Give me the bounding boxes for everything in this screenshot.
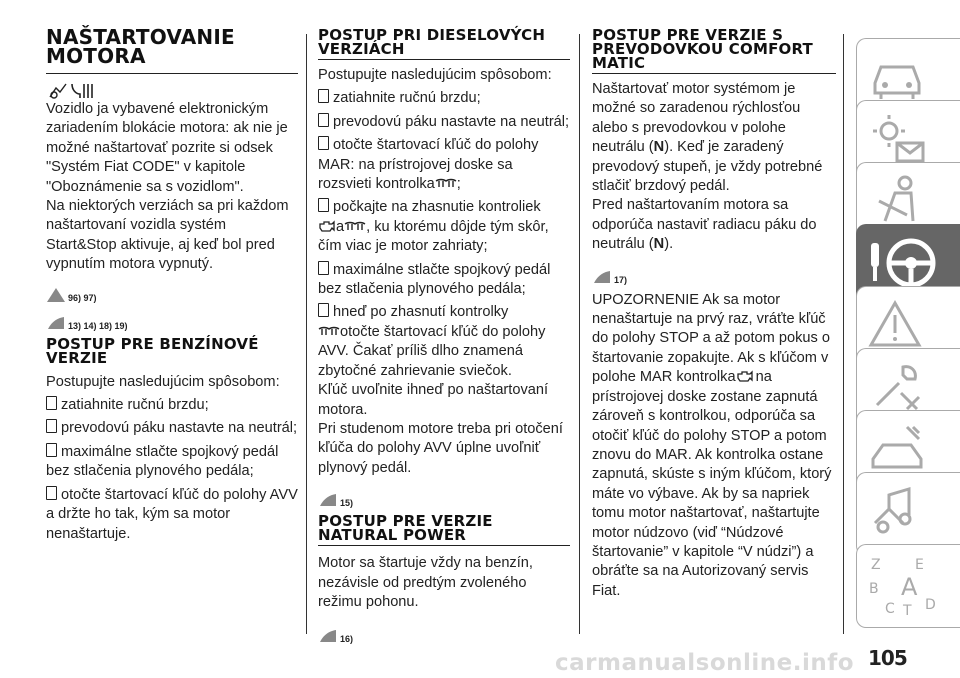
- caution-reference: [46, 309, 298, 331]
- engine-warning-icon: [736, 369, 756, 383]
- column-divider: [843, 34, 844, 634]
- title-rule: [46, 73, 298, 74]
- warning-triangle-icon: [46, 287, 66, 303]
- column-divider: [306, 34, 307, 634]
- checkbox-bullet-icon: [46, 396, 57, 410]
- index-letter: E: [915, 557, 924, 573]
- checkbox-bullet-icon: [318, 89, 329, 103]
- list-item: počkajte na zhasnutie kontroliek a , ku ktorému dôjde tým skôr, čím viac je motor zahriaty;: [318, 199, 549, 255]
- caution-icon: [46, 315, 66, 331]
- section-title: NAŠTARTOVANIE MOTORA: [46, 25, 235, 68]
- paragraph: Kľúč uvoľnite ihneď po naštartovaní motora.: [318, 382, 549, 418]
- checkbox-bullet-icon: [46, 443, 57, 457]
- watermark: carmanualsonline.info: [555, 650, 855, 676]
- list-item: prevodovú páku nastavte na neutrál;: [46, 419, 298, 438]
- steering-wheel-key-icon: [867, 233, 937, 293]
- list-item: otočte štartovací kľúč do polohy MAR: na prístrojovej doske sa rozsvieti kontrolka ;: [318, 137, 539, 193]
- breakdown-icon: [867, 295, 927, 355]
- column-1: [46, 25, 298, 544]
- reference-numbers: 13) 14) 18) 19): [68, 320, 128, 331]
- index-letter: Z: [871, 557, 881, 573]
- warning-reference: [46, 281, 298, 303]
- caution-reference: [318, 486, 570, 508]
- list-item: zatiahnite ručnú brzdu;: [318, 89, 570, 108]
- column-divider: [579, 34, 580, 634]
- section-heading: POSTUP PRE BENZÍNOVÉ VERZIE: [46, 334, 259, 367]
- caution-icon: [318, 628, 338, 644]
- checkbox-bullet-icon: [318, 198, 329, 212]
- warning-lights-icon: [867, 109, 927, 169]
- index-letter: T: [903, 603, 912, 617]
- checkbox-bullet-icon: [318, 113, 329, 127]
- column-2: [318, 28, 570, 650]
- seatbelt-airbag-icon: [867, 171, 927, 231]
- index-letter: D: [925, 597, 936, 613]
- intro-text: Postupujte nasledujúcim spôsobom:: [318, 67, 552, 83]
- index-letter: B: [869, 581, 879, 597]
- reference-numbers: 17): [614, 274, 628, 285]
- checkbox-bullet-icon: [46, 486, 57, 500]
- caution-icon: [318, 492, 338, 508]
- paragraph: Na niektorých verziách sa pri každom naštartovaní vozidla systém Start&Stop aktivuje, aj keď bol pred vypnutím motora vypnutý.: [46, 198, 289, 273]
- caution-icon: [592, 269, 612, 285]
- section-heading: POSTUP PRE VERZIE S PREVODOVKOU COMFORT MATIC: [592, 26, 813, 72]
- heading-rule: [592, 73, 836, 74]
- caution-reference: [592, 263, 836, 285]
- glow-plug-icon: [318, 326, 340, 338]
- list-item: zatiahnite ručnú brzdu;: [46, 396, 298, 415]
- checkbox-bullet-icon: [318, 136, 329, 150]
- intro-text: Postupujte nasledujúcim spôsobom:: [46, 373, 280, 390]
- index-icon: [867, 553, 947, 617]
- engine-warning-icon: [318, 219, 336, 233]
- list-item: otočte štartovací kľúč do polohy AVV a držte ho tak, kým sa motor nenaštartuje.: [46, 486, 298, 542]
- paragraph: Pred naštartovaním motora sa odporúča nastaviť radiacu páku do neutrálu (N).: [592, 197, 817, 253]
- service-wrench-icon: [867, 357, 927, 417]
- paragraph: Motor sa štartuje vždy na benzín, nezávisle od predtým zvoleného režimu pohonu.: [318, 555, 533, 610]
- page-number: 105: [868, 646, 907, 670]
- glow-plug-icon: [435, 178, 457, 190]
- specs-icon: [867, 419, 927, 479]
- paragraph: UPOZORNENIE Ak sa motor nenaštartuje na prvý raz, vráťte kľúč do polohy STOP a až potom pokus o štartovanie zopakujte. Ak s kľúčom v polohe MAR kontrolka na prístrojovej doske zostane zapnutá zároveň s kontrolkou, odporúča sa otočiť kľúč do polohy STOP a potom znovu do MAR. Ak kontrolka ostane zapnutá, skúste s iným kľúčom, ktorý máte vo výbave. Ak by sa napriek tomu motor naštartovať, naštartujte motor núdzovo (viď “Núdzové štartovanie” v kapitole “V núdzi”) a obráťte sa na Autorizovaný servis Fiat.: [592, 291, 832, 599]
- glow-plug-icon: [344, 221, 366, 233]
- reference-numbers: 96) 97): [68, 292, 97, 303]
- heading-rule: [318, 545, 570, 546]
- list-item: maximálne stlačte spojkový pedál bez stlačenia plynového pedála;: [46, 443, 279, 480]
- checkbox-bullet-icon: [318, 261, 329, 275]
- tab-index[interactable]: [856, 544, 960, 628]
- list-item: maximálne stlačte spojkový pedál bez stlačenia plynového pedála;: [318, 261, 551, 298]
- paragraph: Naštartovať motor systémom je možné so zaradenou rýchlosťou alebo s prevodovkou v polohe neutrálu (N). Keď je zaradený prevodový stupeň, je vždy potrebné stlačiť brzdový pedál.: [592, 81, 823, 195]
- column-3: [592, 28, 836, 601]
- index-letter: C: [885, 601, 895, 617]
- glow-plug-warning-icon: [46, 80, 298, 100]
- reference-numbers: 15): [340, 498, 354, 509]
- heading-rule: [318, 59, 570, 60]
- section-heading: POSTUP PRE VERZIE NATURAL POWER: [318, 512, 493, 545]
- list-item: prevodovú páku nastavte na neutrál;: [318, 113, 570, 132]
- reference-numbers: 16): [340, 634, 354, 645]
- section-heading: POSTUP PRI DIESELOVÝCH VERZIÁCH: [318, 26, 546, 58]
- index-letter: A: [901, 573, 918, 601]
- caution-reference: [318, 622, 570, 644]
- list-item: hneď po zhasnutí kontrolky otočte štartovací kľúč do polohy AVV. Čakať príliš dlho znamená zbytočné zahrievanie sviečok.: [318, 304, 546, 379]
- paragraph: Vozidlo ja vybavené elektronickým zariadením blokácie motora: ak nie je možné naštartovať pozrite si odsek "Systém Fiat CODE" v kapitole "Oboznámenie sa s vozidlom".: [46, 101, 288, 195]
- paragraph: Pri studenom motore treba pri otočení kľúča do polohy AVV úplne uvoľniť plynový pedál.: [318, 420, 563, 476]
- multimedia-icon: [867, 481, 927, 541]
- checkbox-bullet-icon: [318, 303, 329, 317]
- car-icon: [867, 47, 927, 107]
- checkbox-bullet-icon: [46, 419, 57, 433]
